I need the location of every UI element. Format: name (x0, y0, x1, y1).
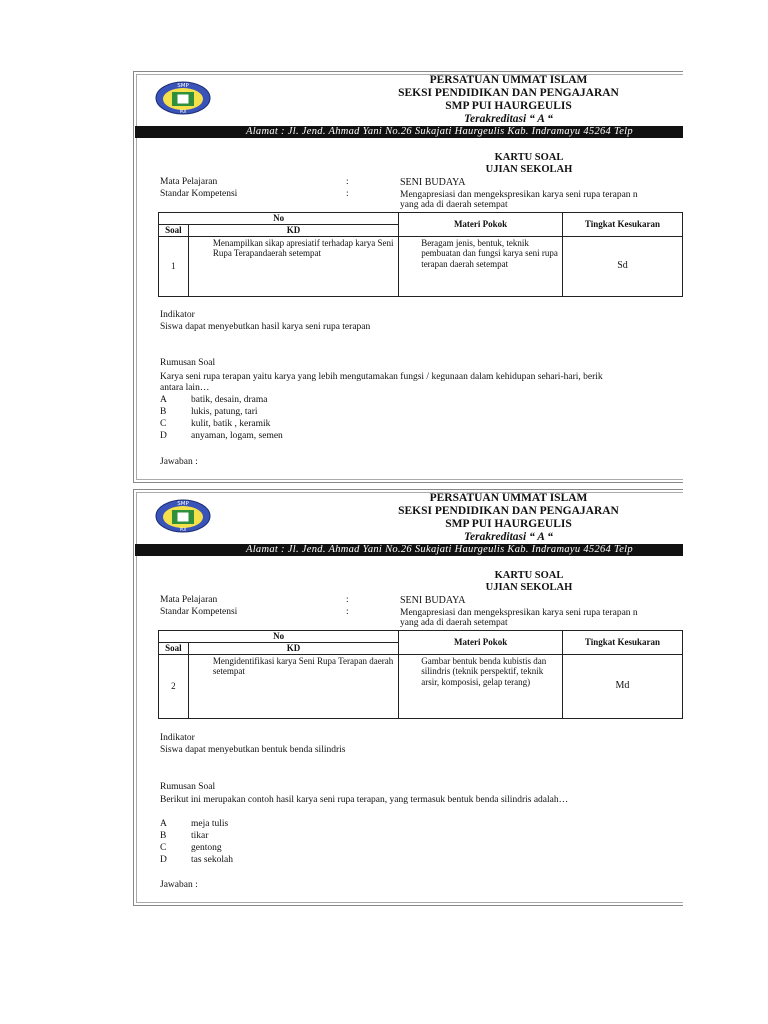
logo-text-mid: PUI (179, 527, 187, 532)
rumusan-line1: Berikut ini merupakan contoh hasil karya seni rupa terapan, yang termasuk bentuk benda silindris adalah… (160, 795, 569, 805)
row-tingkat: Md (562, 654, 682, 718)
subject-value: SENI BUDAYA (400, 595, 466, 606)
rumusan-label: Rumusan Soal (160, 358, 216, 368)
jawaban-label: Jawaban : (160, 880, 198, 890)
question-card-2 (133, 489, 683, 906)
row-tingkat: Sd (562, 236, 682, 296)
rumusan-line2: antara lain… (160, 383, 210, 393)
rumusan-label: Rumusan Soal (160, 782, 216, 792)
option-key-a: A (160, 819, 167, 829)
indikator-label: Indikator (160, 733, 195, 743)
option-text-a: meja tulis (191, 819, 229, 829)
col-header-materi: Materi Pokok (399, 213, 563, 237)
logo-text-top: SMP (177, 501, 189, 507)
competency-colon: : (346, 607, 349, 617)
card-subtitle: UJIAN SEKOLAH (485, 164, 573, 175)
option-key-c: C (160, 843, 167, 853)
row-materi: Gambar bentuk benda kubistis dan silindris (teknik perspektif, teknik arsir, komposisi, gelap terang) (399, 654, 563, 718)
competency-colon: : (346, 189, 349, 199)
row-number: 1 (159, 236, 189, 296)
address-bar (135, 544, 683, 556)
header-school: SMP PUI HAURGEULIS (445, 100, 572, 112)
indikator-text: Siswa dapat menyebutkan hasil karya seni rupa terapan (160, 322, 371, 332)
competency-value-line1: Mengapresiasi dan mengekspresikan karya seni rupa terapan n (400, 190, 638, 200)
address-text: Alamat : Jl. Jend. Ahmad Yani No.26 Sukajati Haurgeulis Kab. Indramayu 45264 Telp (246, 544, 633, 555)
logo-text-top: SMP (177, 83, 189, 89)
option-key-b: B (160, 831, 167, 841)
header-section: SEKSI PENDIDIKAN DAN PENGAJARAN (398, 505, 619, 517)
option-text-b: lukis, patung, tari (191, 407, 258, 417)
col-header-soal: Soal (159, 225, 189, 237)
option-key-d: D (160, 431, 167, 441)
question-table (158, 630, 683, 719)
subject-label: Mata Pelajaran (160, 595, 218, 605)
col-header-tingkat: Tingkat Kesukaran (562, 213, 682, 237)
row-kd: Mengidentifikasi karya Seni Rupa Terapan daerah setempat (188, 654, 398, 718)
jawaban-label: Jawaban : (160, 457, 198, 467)
option-text-c: gentong (191, 843, 222, 853)
indikator-text: Siswa dapat menyebutkan bentuk benda silindris (160, 745, 346, 755)
indikator-label: Indikator (160, 310, 195, 320)
competency-value-line2: yang ada di daerah setempat (400, 200, 508, 210)
option-key-c: C (160, 419, 167, 429)
col-header-kd: KD (188, 643, 398, 655)
header-accreditation: Terakreditasi “ A “ (464, 531, 553, 543)
col-header-soal: Soal (159, 643, 189, 655)
header-section: SEKSI PENDIDIKAN DAN PENGAJARAN (398, 87, 619, 99)
header-school: SMP PUI HAURGEULIS (445, 518, 572, 530)
header-org: PERSATUAN UMMAT ISLAM (429, 492, 588, 504)
question-card-1 (133, 71, 683, 483)
subject-colon: : (346, 177, 349, 187)
header-org: PERSATUAN UMMAT ISLAM (429, 74, 588, 86)
rumusan-line1: Karya seni rupa terapan yaitu karya yang lebih mengutamakan fungsi / kegunaan dalam kehidupan sehari-hari, berik (160, 372, 603, 382)
competency-label: Standar Kompetensi (160, 607, 238, 617)
col-header-no: No (159, 213, 399, 225)
row-kd: Menampilkan sikap apresiatif terhadap karya Seni Rupa Terapandaerah setempat (188, 236, 398, 296)
address-text: Alamat : Jl. Jend. Ahmad Yani No.26 Sukajati Haurgeulis Kab. Indramayu 45264 Telp (246, 126, 633, 137)
option-key-a: A (160, 395, 167, 405)
logo-text-mid: PUI (179, 109, 187, 114)
competency-value-line2: yang ada di daerah setempat (400, 618, 508, 628)
competency-label: Standar Kompetensi (160, 189, 238, 199)
subject-label: Mata Pelajaran (160, 177, 218, 187)
subject-colon: : (346, 595, 349, 605)
option-text-d: tas sekolah (191, 855, 233, 865)
option-key-d: D (160, 855, 167, 865)
col-header-kd: KD (188, 225, 398, 237)
address-bar (135, 126, 683, 138)
row-materi: Beragam jenis, bentuk, teknik pembuatan dan fungsi karya seni rupa terapan daerah setempat (399, 236, 563, 296)
option-text-b: tikar (191, 831, 209, 841)
col-header-no: No (159, 631, 399, 643)
option-text-c: kulit, batik , keramik (191, 419, 271, 429)
option-key-b: B (160, 407, 167, 417)
header-accreditation: Terakreditasi “ A “ (464, 113, 553, 125)
col-header-tingkat: Tingkat Kesukaran (562, 631, 682, 655)
competency-value-line1: Mengapresiasi dan mengekspresikan karya seni rupa terapan n (400, 608, 638, 618)
option-text-a: batik, desain, drama (191, 395, 268, 405)
option-text-d: anyaman, logam, semen (191, 431, 283, 441)
subject-value: SENI BUDAYA (400, 177, 466, 188)
question-table (158, 212, 683, 297)
col-header-materi: Materi Pokok (399, 631, 563, 655)
card-title: KARTU SOAL (494, 152, 564, 163)
card-title: KARTU SOAL (494, 570, 564, 581)
row-number: 2 (159, 654, 189, 718)
card-subtitle: UJIAN SEKOLAH (485, 582, 573, 593)
